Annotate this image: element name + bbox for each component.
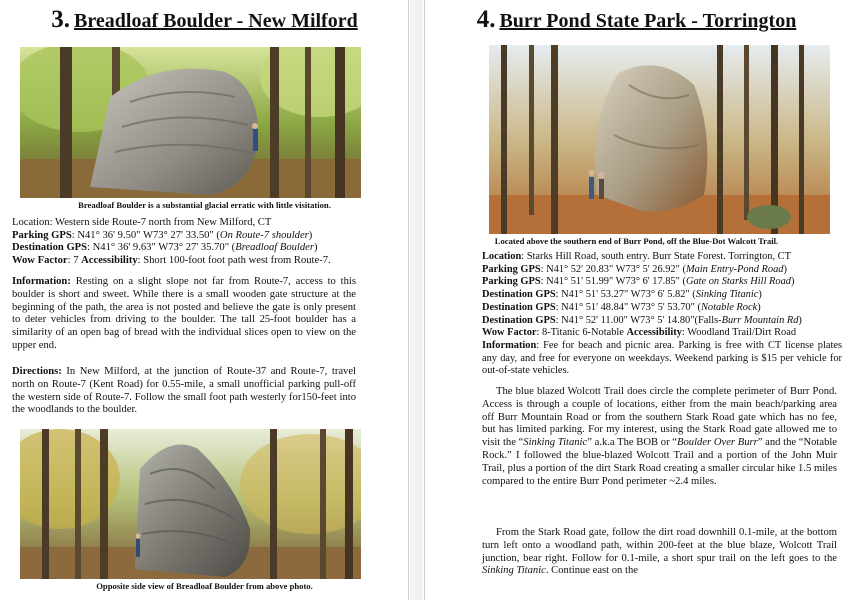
- left-title: [0, 6, 409, 34]
- right-page: [424, 0, 847, 600]
- information-text: Resting on a slight slope not far from Route-7, access to this boulder is short and sweet. While there is a small wooden gate structure at the beginning of the path, the area is not posted and believe the gate is only present to deter vehicles from driving to the boulder. The tall 25-foot boulder has a similarity of an open bag of bread with the individual slices open to view on the upper end.: [12, 276, 356, 351]
- right-destination-gps-value-1: : N41° 51' 53.27" W73° 6' 5.82" (: [555, 289, 696, 301]
- right-wow-factor-label: Wow Factor: [482, 327, 537, 339]
- parking-gps-label: Parking GPS: [12, 229, 72, 241]
- right-destination-gps-note-1: Sinking Titanic: [695, 289, 759, 301]
- parking-gps-value: : N41° 36' 9.50" W73° 27' 33.50" (: [71, 229, 220, 241]
- location-label: Location: [12, 217, 50, 228]
- right-wow-factor-value: : 8-Titanic 6-Notable: [536, 327, 627, 339]
- right-information-value: : Fee for beach and picnic area. Parking is free with CT license plates any day, and free for everyone on weekdays. Weekend parking is $15 per vehicle for out-of-state vehicles.: [482, 339, 842, 377]
- breadloaf-photo-2: [20, 429, 361, 579]
- left-directions-paragraph: [12, 366, 356, 417]
- right-title: [425, 6, 847, 34]
- right-paragraph-1-italic-1: Sinking Titanic: [523, 437, 588, 449]
- directions-text: In New Milford, at the junction of Route-37 and Route-7, travel north on Route-7 (Kent Road) for 0.55-mile, a small unofficial parking pull-off the western side of Route-7. Follow the small foot path westerly for150-feet into the woodlands to the boulder.: [12, 366, 356, 416]
- right-paragraph-2-part-b: . Continue east on the: [545, 565, 638, 577]
- right-destination-gps-note-2: Notable Rock: [700, 301, 758, 313]
- right-accessibility-label: Accessibility: [626, 327, 682, 339]
- burr-pond-photo: [489, 45, 830, 234]
- location-value: : Western side Route-7 north from New Milford, CT: [49, 217, 272, 228]
- right-parking-gps-note-1: Main Entry-Pond Road: [685, 263, 784, 275]
- right-parking-gps-value-2: : N41° 51' 51.99" W73° 6' 17.85" (: [540, 276, 686, 288]
- left-caption-1: Breadloaf Boulder is a substantial glacial erratic with little visitation.: [78, 200, 331, 210]
- wow-factor-value: : 7: [67, 254, 82, 266]
- right-paragraph-1-part-a: The blue blazed Wolcott Trail does circle the complete perimeter of Burr Pond. Access is through a couple of locations, either from the main beach/parking area off Burr Mountain Road or from the southern Stark Road gate which has no fee, but has limited parking. For my interest, using the Stark Road gate allowed me to visit the “: [482, 386, 837, 449]
- wow-factor-label: Wow Factor: [12, 254, 68, 266]
- breadloaf-photo-2-image: [20, 429, 361, 579]
- right-information-label: Information: [482, 339, 537, 351]
- right-paragraph-2-italic: Sinking Titanic: [482, 565, 546, 577]
- breadloaf-photo-1-image: [20, 47, 361, 198]
- accessibility-value: : Short 100-foot foot path west from Route-7.: [137, 254, 331, 266]
- destination-gps-note: Breadloaf Boulder: [235, 242, 314, 254]
- right-location-value: : Starks Hill Road, south entry. Burr State Forest. Torrington, CT: [521, 251, 791, 262]
- right-location-label: Location: [482, 251, 522, 262]
- left-information-paragraph: [12, 276, 356, 353]
- destination-gps-value: : N41° 36' 9.63" W73° 27' 35.70" (: [87, 242, 236, 254]
- right-details: Location: Starks Hill Road, south entry. Burr State Forest. Torrington, CT Parking GPS: N41° 52' 20.83" W73° 5' 26.92" (Main Entry-Pond Road) Parking GPS: N41° 51' 51.99" W73° 6' 17.85" (Gate on Starks Hill Road) Destination GPS: N41° 51' 53.27" W73° 6' 5.82" (Sinking Titanic) Destination GPS: N41° 51' 48.84" W73° 5' 53.70" (Notable Rock) Destination GPS: N41° 52' 11.00" W73° 5' 14.80"(Falls-Burr Mountain Rd) Wow Factor: 8-Titanic 6-Notable Accessibility: Woodland Trail/Dirt Road Information: Fee for beach and picnic area. Parking is free with CT license plates any day, and free for everyone on weekdays. Weekend parking is $15 per vehicle for out-of-state vehicles.: [482, 251, 842, 377]
- right-paragraph-1-part-b: ” a.k.a The BOB or “: [587, 437, 678, 449]
- information-label: Information:: [12, 276, 71, 287]
- right-destination-gps-note-3: Burr Mountain Rd: [721, 314, 799, 326]
- directions-label: Directions:: [12, 366, 62, 377]
- right-destination-gps-value-3: : N41° 52' 11.00" W73° 5' 14.80"(Falls-: [555, 314, 722, 326]
- right-caption: Located above the southern end of Burr Pond, off the Blue-Dot Walcott Trail.: [494, 236, 779, 246]
- right-paragraph-1-italic-2: Boulder Over Burr: [677, 437, 758, 449]
- left-title-text: Breadloaf Boulder - New Milford: [74, 10, 358, 32]
- right-parking-gps-label-2: Parking GPS: [482, 276, 541, 288]
- left-details: Location: Western side Route-7 north from New Milford, CT Parking GPS: N41° 36' 9.50" W73° 27' 33.50" (On Route-7 shoulder) Destination GPS: N41° 36' 9.63" W73° 27' 35.70" (Breadloaf Boulder) Wow Factor: 7 Accessibility: Short 100-foot foot path west from Route-7.: [12, 217, 331, 266]
- left-title-number: 3.: [51, 6, 71, 33]
- right-paragraph-2-part-a: From the Stark Road gate, follow the dirt road downhill 0.1-mile, at the bottom turn left onto a woodland path, within 200-feet at the blue blaze, Wolcott Trail junction, bear right. Follow for 0.1-mile, a short spur trail on the left goes to the: [482, 527, 837, 564]
- right-paragraph-1: [482, 386, 837, 488]
- page-gap: [410, 0, 423, 600]
- burr-pond-photo-image: [489, 45, 830, 234]
- right-destination-gps-value-2: : N41° 51' 48.84" W73° 5' 53.70" (: [555, 301, 701, 313]
- destination-gps-label: Destination GPS: [12, 242, 88, 254]
- breadloaf-photo-1: [20, 47, 361, 198]
- right-paragraph-1-part-c: ” and the “Notable Rock.” I followed the blue-blazed Wolcott Trail and a portion of the John Muir Trail, plus a portion of the dirt Stark Road creating a smaller circular hike 1.5 miles compared to the entire Burr Pond perimeter ~2.4 miles.: [482, 437, 838, 487]
- right-accessibility-value: : Woodland Trail/Dirt Road: [681, 327, 797, 339]
- right-title-number: 4.: [476, 6, 496, 33]
- right-title-text: Burr Pond State Park - Torrington: [499, 10, 797, 32]
- left-page: [0, 0, 409, 600]
- accessibility-label: Accessibility: [81, 254, 138, 266]
- right-destination-gps-label-2: Destination GPS: [482, 301, 556, 313]
- right-destination-gps-label-1: Destination GPS: [482, 289, 556, 301]
- right-parking-gps-note-2: Gate on Starks Hill Road: [685, 276, 791, 288]
- right-parking-gps-value-1: : N41° 52' 20.83" W73° 5' 26.92" (: [540, 263, 686, 275]
- right-paragraph-2: [482, 527, 837, 578]
- left-caption-2: Opposite side view of Breadloaf Boulder from above photo.: [96, 581, 313, 591]
- right-parking-gps-label-1: Parking GPS: [482, 263, 541, 275]
- parking-gps-note: On Route-7 shoulder: [219, 229, 309, 241]
- right-destination-gps-label-3: Destination GPS: [482, 314, 556, 326]
